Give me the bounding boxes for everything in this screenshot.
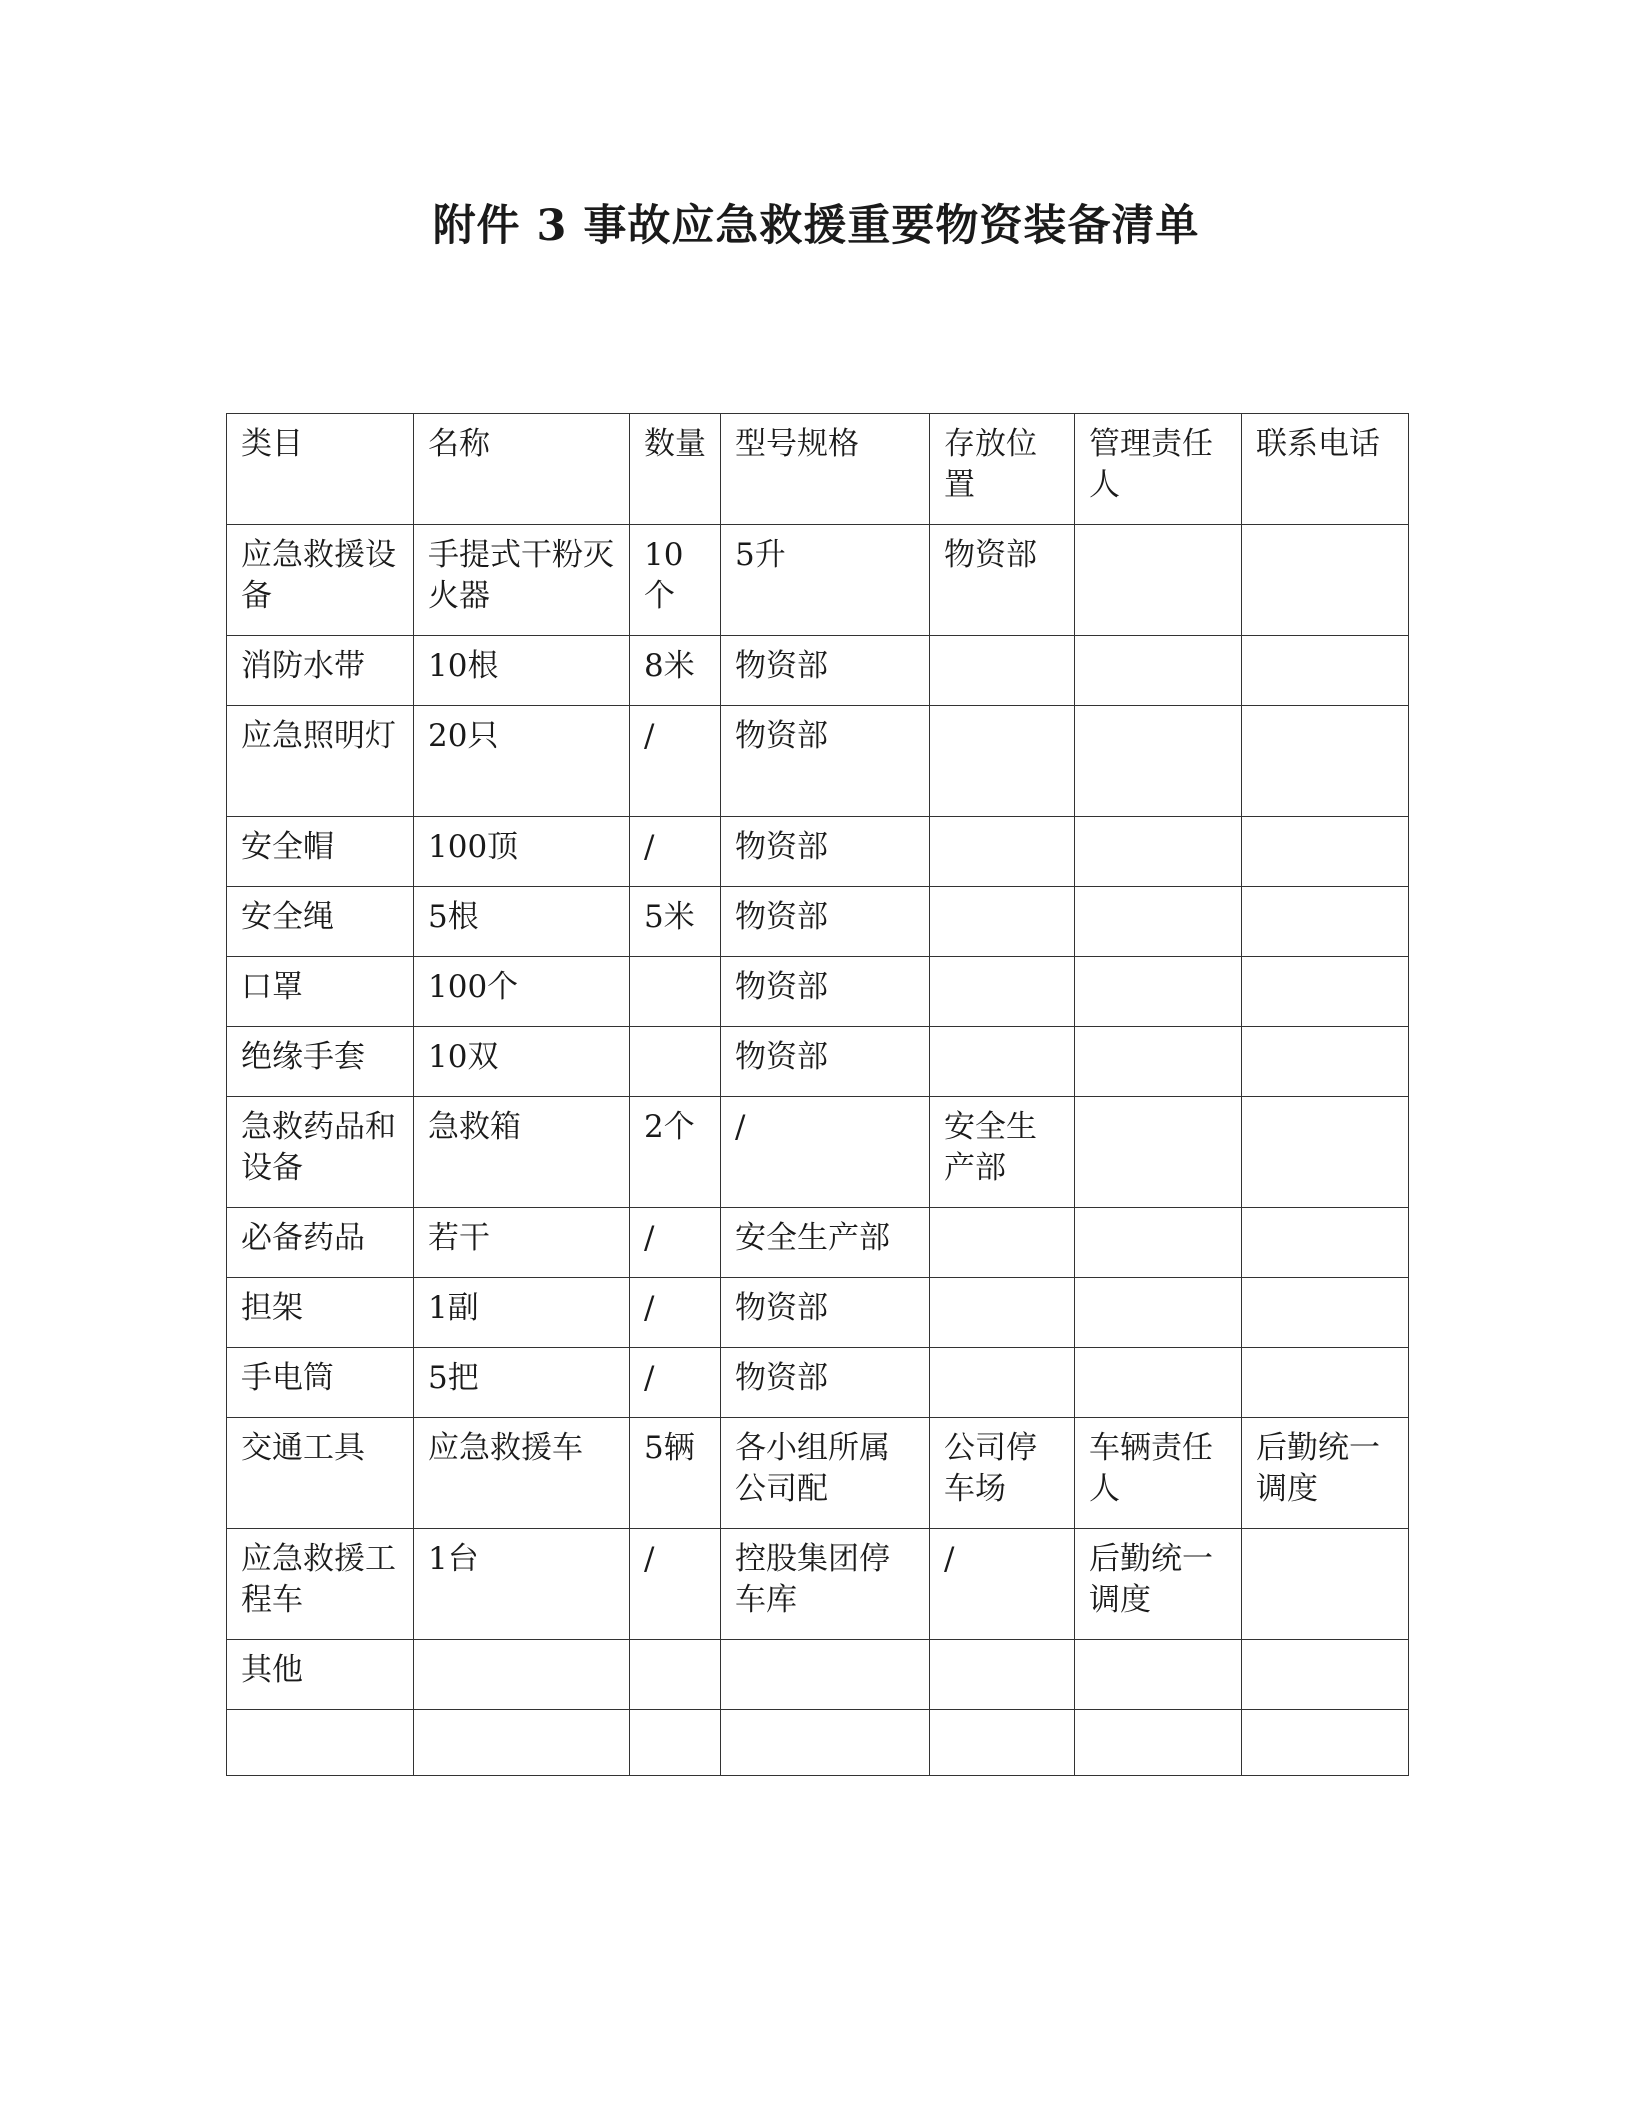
table-cell: 其他 bbox=[227, 1640, 414, 1710]
table-cell: / bbox=[630, 1278, 721, 1348]
table-cell: 5辆 bbox=[630, 1418, 721, 1529]
header-cell: 型号规格 bbox=[721, 414, 930, 525]
table-cell bbox=[930, 636, 1075, 706]
table-cell: 后勤统一调度 bbox=[1242, 1418, 1409, 1529]
table-cell bbox=[1075, 1027, 1242, 1097]
table-cell: 应急救援设备 bbox=[227, 525, 414, 636]
table-cell bbox=[930, 887, 1075, 957]
table-cell bbox=[930, 957, 1075, 1027]
table-row bbox=[227, 1027, 1409, 1097]
table-cell: 5米 bbox=[630, 887, 721, 957]
header-cell: 类目 bbox=[227, 414, 414, 525]
table-cell bbox=[1242, 636, 1409, 706]
table-cell bbox=[1242, 817, 1409, 887]
table-cell: 8米 bbox=[630, 636, 721, 706]
table-cell bbox=[1242, 957, 1409, 1027]
table-cell: 100顶 bbox=[414, 817, 630, 887]
table-cell: 物资部 bbox=[721, 1348, 930, 1418]
table-cell bbox=[930, 1640, 1075, 1710]
table-cell bbox=[1075, 525, 1242, 636]
table-cell: 必备药品 bbox=[227, 1208, 414, 1278]
table-cell: / bbox=[930, 1529, 1075, 1640]
table-cell: 5把 bbox=[414, 1348, 630, 1418]
table-cell: 5根 bbox=[414, 887, 630, 957]
table-row bbox=[227, 1097, 1409, 1208]
table-row bbox=[227, 636, 1409, 706]
header-cell: 管理责任人 bbox=[1075, 414, 1242, 525]
table-row bbox=[227, 1710, 1409, 1776]
table-cell bbox=[721, 1710, 930, 1776]
table-cell: 物资部 bbox=[721, 957, 930, 1027]
header-cell: 联系电话 bbox=[1242, 414, 1409, 525]
table-cell bbox=[1242, 1208, 1409, 1278]
table-cell: 手电筒 bbox=[227, 1348, 414, 1418]
table-cell: 2个 bbox=[630, 1097, 721, 1208]
table-cell bbox=[630, 957, 721, 1027]
table-cell bbox=[630, 1640, 721, 1710]
table-cell: 各小组所属公司配 bbox=[721, 1418, 930, 1529]
table-row bbox=[227, 1278, 1409, 1348]
table-cell: 控股集团停车库 bbox=[721, 1529, 930, 1640]
table-cell: 5升 bbox=[721, 525, 930, 636]
table-cell: / bbox=[630, 1529, 721, 1640]
table-cell: 安全帽 bbox=[227, 817, 414, 887]
table-cell bbox=[630, 1710, 721, 1776]
table-cell: / bbox=[630, 1348, 721, 1418]
table-cell bbox=[1242, 1640, 1409, 1710]
table-row bbox=[227, 1348, 1409, 1418]
table-cell: 物资部 bbox=[721, 1027, 930, 1097]
table-cell bbox=[1242, 1278, 1409, 1348]
table-cell bbox=[1242, 887, 1409, 957]
table-cell bbox=[630, 1027, 721, 1097]
table-row bbox=[227, 817, 1409, 887]
table-cell bbox=[930, 1208, 1075, 1278]
table-cell bbox=[1075, 957, 1242, 1027]
table-cell bbox=[1075, 1208, 1242, 1278]
table-cell bbox=[1242, 1529, 1409, 1640]
table-cell: 手提式干粉灭火器 bbox=[414, 525, 630, 636]
table-cell: / bbox=[721, 1097, 930, 1208]
table-cell: 10个 bbox=[630, 525, 721, 636]
table-cell bbox=[1242, 1027, 1409, 1097]
header-cell: 数量 bbox=[630, 414, 721, 525]
table-cell bbox=[1242, 1348, 1409, 1418]
table-row bbox=[227, 887, 1409, 957]
table-cell bbox=[1242, 525, 1409, 636]
table-cell: 物资部 bbox=[930, 525, 1075, 636]
table-cell: 后勤统一调度 bbox=[1075, 1529, 1242, 1640]
table-cell bbox=[1075, 1348, 1242, 1418]
equipment-table bbox=[226, 413, 1409, 1776]
table-cell: 安全绳 bbox=[227, 887, 414, 957]
table-cell bbox=[1075, 636, 1242, 706]
table-cell: 物资部 bbox=[721, 887, 930, 957]
table-cell: 公司停车场 bbox=[930, 1418, 1075, 1529]
table-cell bbox=[1242, 706, 1409, 817]
table-cell bbox=[930, 1027, 1075, 1097]
table-row bbox=[227, 957, 1409, 1027]
table-row bbox=[227, 1418, 1409, 1529]
header-row bbox=[227, 414, 1409, 525]
table-cell: 安全生产部 bbox=[721, 1208, 930, 1278]
table-cell bbox=[1075, 1640, 1242, 1710]
table-cell: / bbox=[630, 817, 721, 887]
table-cell: 应急照明灯 bbox=[227, 706, 414, 817]
page-title: 附件 3 事故应急救援重要物资装备清单 bbox=[432, 201, 1200, 251]
table-cell: 应急救援车 bbox=[414, 1418, 630, 1529]
table-cell: 若干 bbox=[414, 1208, 630, 1278]
table-cell: 1副 bbox=[414, 1278, 630, 1348]
table-cell: 口罩 bbox=[227, 957, 414, 1027]
table-cell: / bbox=[630, 1208, 721, 1278]
table-cell bbox=[930, 1278, 1075, 1348]
table-cell bbox=[930, 1710, 1075, 1776]
table-cell: 急救箱 bbox=[414, 1097, 630, 1208]
table-cell: 安全生产部 bbox=[930, 1097, 1075, 1208]
table-cell: 急救药品和设备 bbox=[227, 1097, 414, 1208]
table-cell bbox=[930, 706, 1075, 817]
table-cell bbox=[930, 1348, 1075, 1418]
header-cell: 存放位置 bbox=[930, 414, 1075, 525]
table-cell: 10双 bbox=[414, 1027, 630, 1097]
table-cell: 担架 bbox=[227, 1278, 414, 1348]
table-row bbox=[227, 1529, 1409, 1640]
table-cell: / bbox=[630, 706, 721, 817]
table-cell bbox=[414, 1640, 630, 1710]
table-cell bbox=[721, 1640, 930, 1710]
table-cell bbox=[414, 1710, 630, 1776]
table-cell bbox=[1075, 706, 1242, 817]
table-cell bbox=[1242, 1710, 1409, 1776]
table-cell: 20只 bbox=[414, 706, 630, 817]
table-row bbox=[227, 1208, 1409, 1278]
table-cell: 交通工具 bbox=[227, 1418, 414, 1529]
table-row bbox=[227, 525, 1409, 636]
table-cell: 应急救援工程车 bbox=[227, 1529, 414, 1640]
table-cell: 1台 bbox=[414, 1529, 630, 1640]
table-cell: 10根 bbox=[414, 636, 630, 706]
table-cell bbox=[1075, 887, 1242, 957]
table-cell: 物资部 bbox=[721, 817, 930, 887]
table-cell: 消防水带 bbox=[227, 636, 414, 706]
header-cell: 名称 bbox=[414, 414, 630, 525]
table-row bbox=[227, 1640, 1409, 1710]
table-cell bbox=[227, 1710, 414, 1776]
table-cell bbox=[1075, 1710, 1242, 1776]
table-cell: 物资部 bbox=[721, 1278, 930, 1348]
table-cell: 物资部 bbox=[721, 706, 930, 817]
table-cell bbox=[1075, 1097, 1242, 1208]
table-cell bbox=[1075, 1278, 1242, 1348]
table-cell: 绝缘手套 bbox=[227, 1027, 414, 1097]
table-cell bbox=[1075, 817, 1242, 887]
table-cell bbox=[930, 817, 1075, 887]
table-cell bbox=[1242, 1097, 1409, 1208]
table-row bbox=[227, 706, 1409, 817]
table-cell: 物资部 bbox=[721, 636, 930, 706]
table-cell: 车辆责任人 bbox=[1075, 1418, 1242, 1529]
table-cell: 100个 bbox=[414, 957, 630, 1027]
